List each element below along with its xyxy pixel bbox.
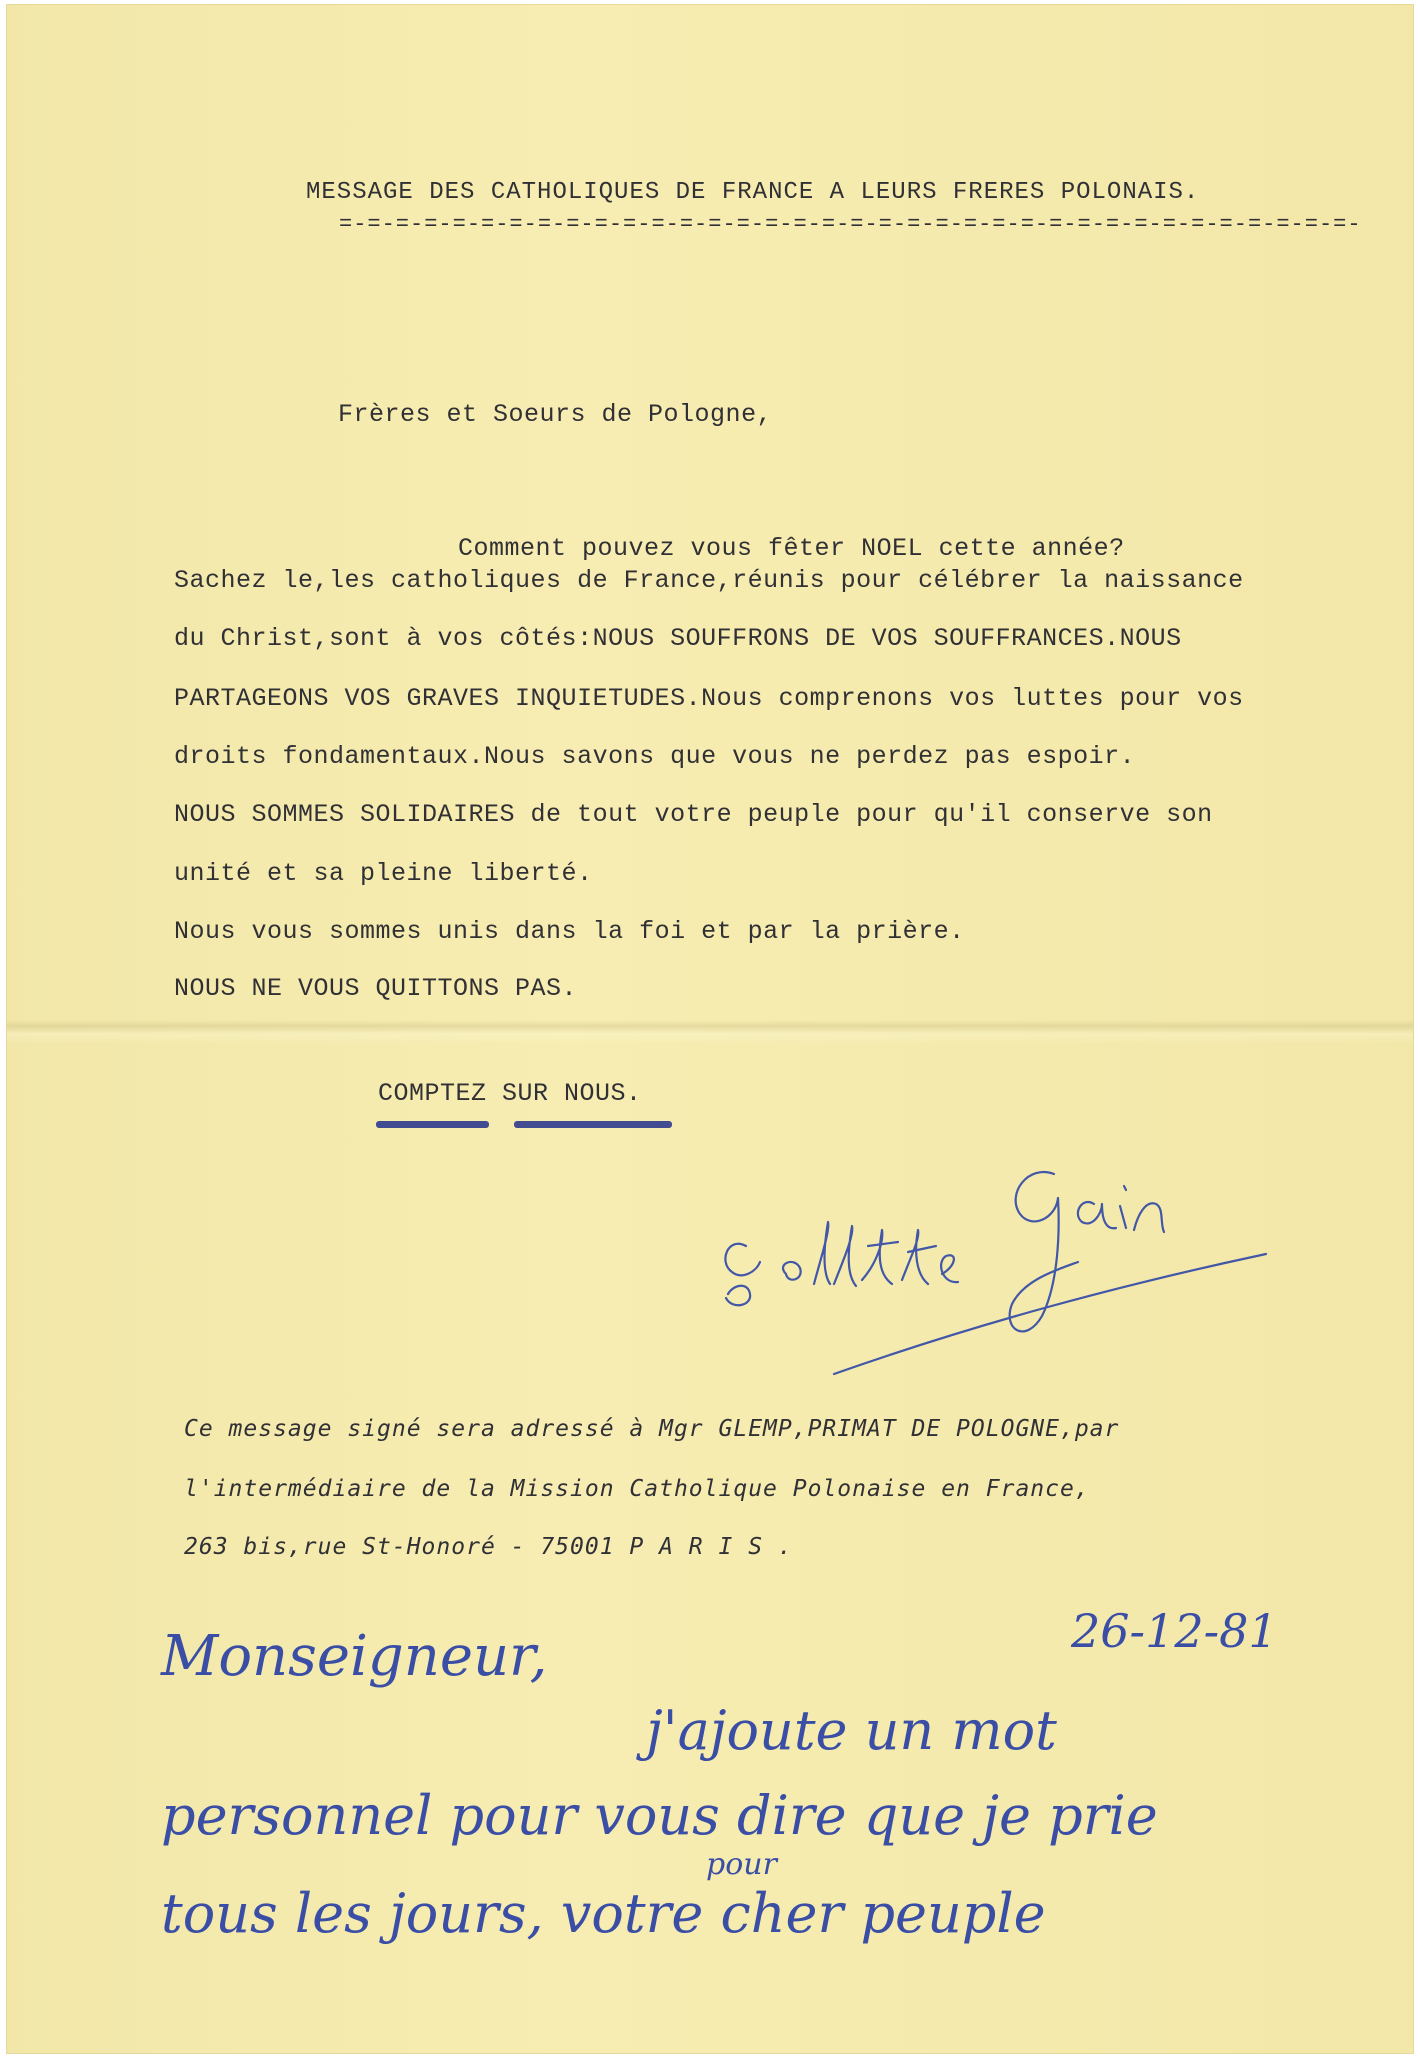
title-rule: =-=-=-=-=-=-=-=-=-=-=-=-=-=-=-=-=-=-=-=-=-=-=-=-=-=-=-=-=-=-=-=-=-=-=-=-: [339, 212, 1362, 237]
closing-underline: [376, 1121, 489, 1128]
handwritten-insertion: pour: [706, 1847, 777, 1882]
body-line: Nous vous sommes unis dans la foi et par la prière.: [174, 917, 965, 946]
letter-title: MESSAGE DES CATHOLIQUES DE FRANCE A LEURS FRERES POLONAIS.: [306, 179, 1200, 206]
note-line: l'intermédiaire de la Mission Catholique Polonaise en France,: [184, 1476, 1090, 1502]
body-line: unité et sa pleine liberté.: [174, 859, 593, 888]
closing-line: COMPTEZ SUR NOUS.: [378, 1079, 642, 1108]
salutation: Frères et Soeurs de Pologne,: [338, 400, 773, 429]
handwritten-date: 26-12-81: [1071, 1604, 1278, 1658]
body-line: NOUS NE VOUS QUITTONS PAS.: [174, 974, 578, 1003]
handwritten-line: personnel pour vous dire que je prie: [161, 1784, 1158, 1847]
handwritten-line: tous les jours, votre cher peuple: [161, 1882, 1046, 1945]
body-line: PARTAGEONS VOS GRAVES INQUIETUDES.Nous comprenons vos luttes pour vos: [174, 684, 1244, 713]
body-line: droits fondamentaux.Nous savons que vous ne perdez pas espoir.: [174, 742, 1136, 771]
handwritten-greeting: Monseigneur,: [161, 1624, 548, 1689]
note-line: 263 bis,rue St-Honoré - 75001 P A R I S .: [184, 1534, 793, 1560]
signature: [706, 1134, 1286, 1384]
letter-sheet: [6, 4, 1414, 2054]
note-line: Ce message signé sera adressé à Mgr GLEMP,PRIMAT DE POLOGNE,par: [184, 1416, 1120, 1442]
body-line: Sachez le,les catholiques de France,réunis pour célébrer la naissance: [174, 566, 1244, 595]
closing-underline: [514, 1121, 672, 1128]
handwritten-line: j'ajoute un mot: [646, 1699, 1057, 1762]
opening-line: Comment pouvez vous fêter NOEL cette année?: [458, 534, 1125, 563]
body-line: du Christ,sont à vos côtés:NOUS SOUFFRONS DE VOS SOUFFRANCES.NOUS: [174, 624, 1182, 653]
body-line: NOUS SOMMES SOLIDAIRES de tout votre peuple pour qu'il conserve son: [174, 800, 1213, 829]
